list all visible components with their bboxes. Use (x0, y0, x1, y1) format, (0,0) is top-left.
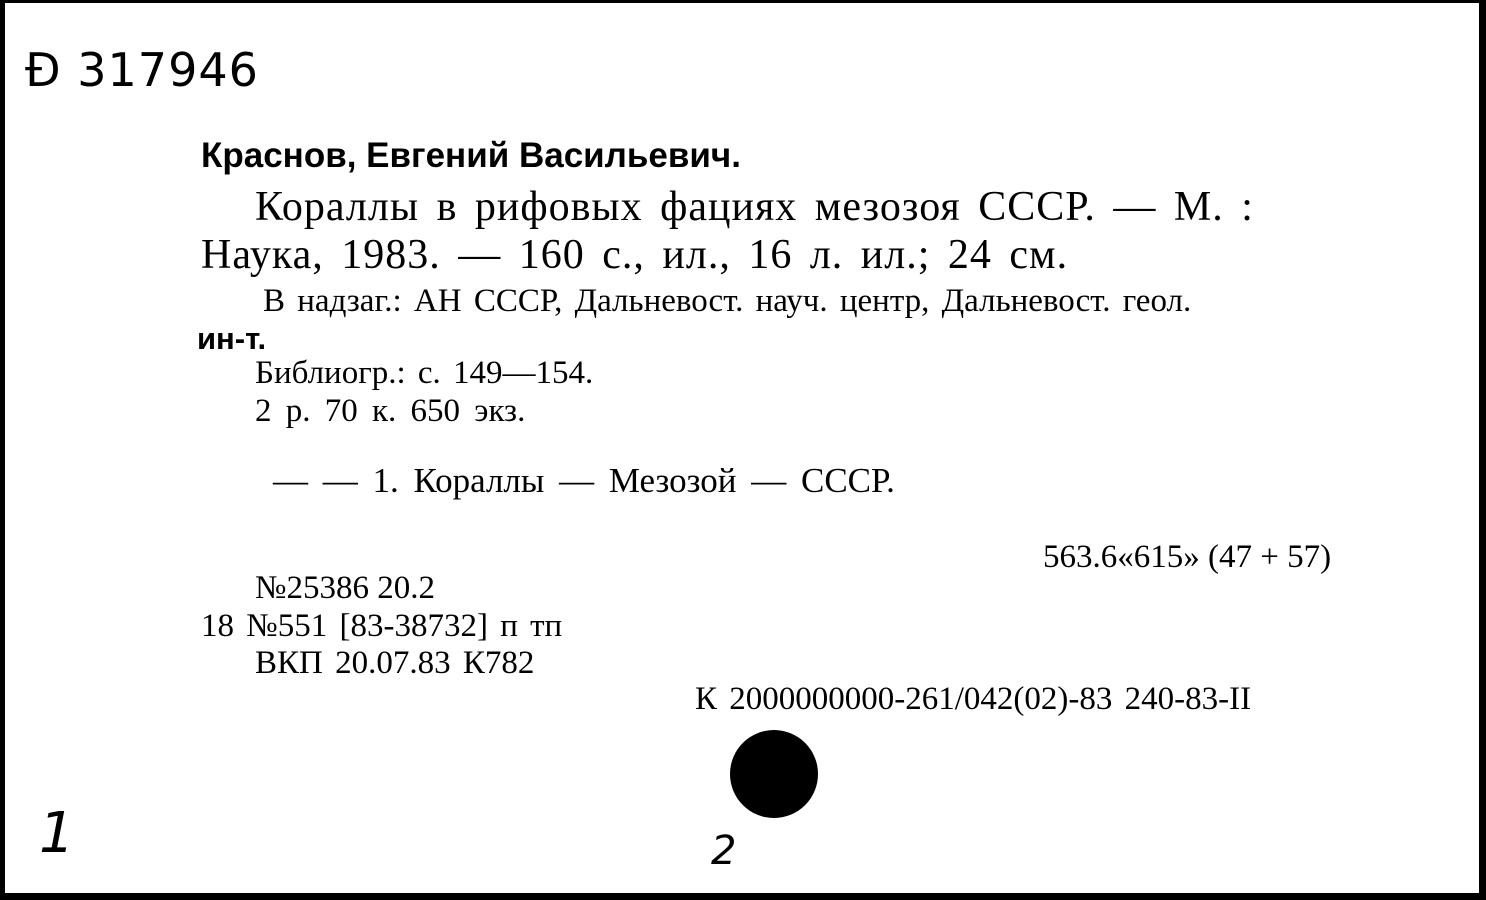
note-line-2: ин-т. (197, 321, 267, 356)
card-punch-hole (730, 730, 818, 818)
author-heading: Краснов, Евгений Васильевич. (201, 136, 741, 175)
handwritten-mark-center: 2 (711, 828, 737, 874)
registration-line-2: 18 №551 [83-38732] п тп (201, 608, 563, 644)
note-line-1: В надзаг.: АН СССР, Дальневост. науч. центр, Дальневост. геол. (263, 283, 1192, 319)
subject-heading: — — 1. Кораллы — Мезозой — СССР. (273, 461, 895, 500)
k-index: К 2000000000-261/042(02)-83 240-83-II (695, 681, 1252, 717)
registration-line-3: ВКП 20.07.83 К782 (255, 645, 535, 681)
bibliography-note: Библиогр.: с. 149—154. (255, 355, 594, 391)
price-copies: 2 р. 70 к. 650 экз. (255, 393, 526, 429)
handwritten-mark-left: 1 (39, 801, 75, 866)
title-line-2: Наука, 1983. — 160 с., ил., 16 л. ил.; 24 см. (201, 232, 1069, 278)
title-line-1: Кораллы в рифовых фациях мезозоя СССР. — М. : (255, 184, 1254, 230)
catalog-card (5, 3, 1479, 893)
registration-line-1: №25386 20.2 (255, 570, 435, 606)
handwritten-call-number: Ð 317946 (25, 43, 259, 97)
udc-code: 563.6«615» (47 + 57) (1043, 539, 1332, 575)
